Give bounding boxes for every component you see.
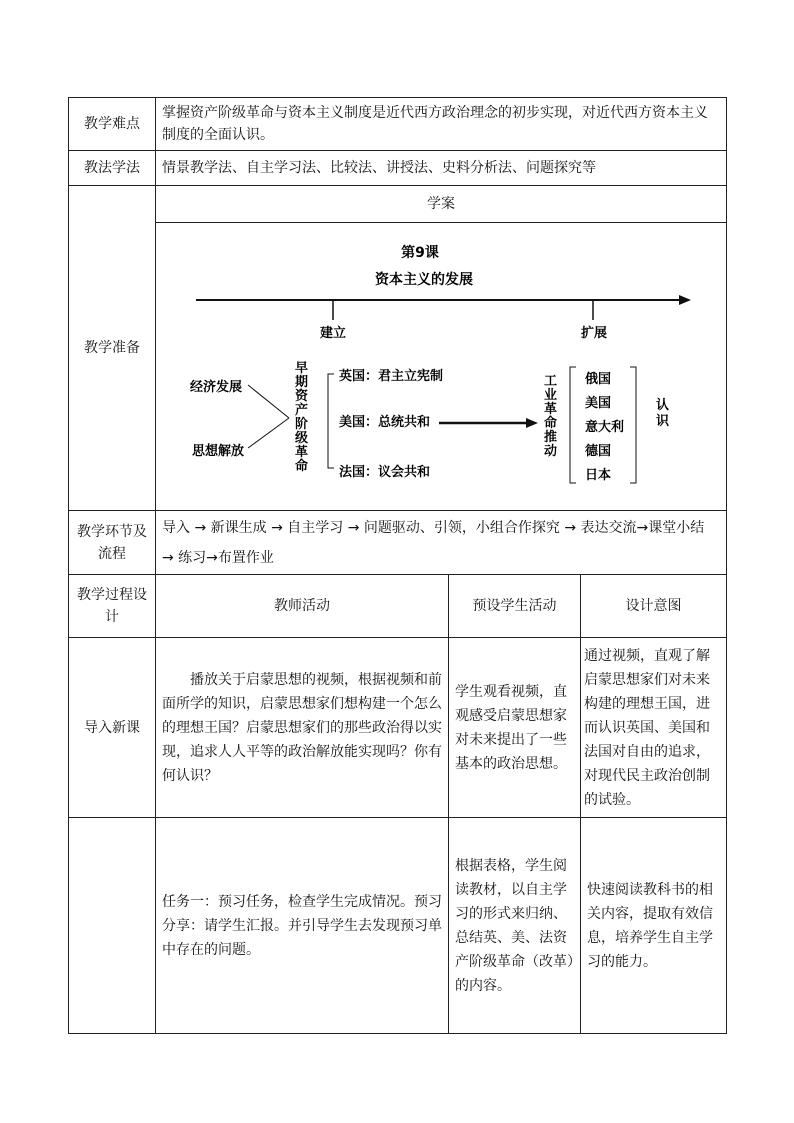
label-process: 教学过程设计 (69, 575, 156, 638)
label-intro: 导入新课 (69, 638, 156, 818)
branch-bracket (328, 374, 334, 468)
countries-bracket-right (630, 367, 636, 483)
intro-student: 学生观看视频，直观感受启蒙思想家对未来提出了一些基本的政治思想。 (449, 638, 581, 818)
task1-teacher: 任务一：预习任务，检查学生完成情况。预习分享：请学生汇报。并引导学生去发现预习单中存在的问题。 (156, 818, 449, 1034)
col-intent-header: 设计意图 (581, 575, 727, 638)
diagram-cause-economy: 经济发展 (190, 380, 243, 395)
diagram-cell (156, 223, 727, 511)
row-intro (69, 638, 727, 818)
row-preparation-diagram (69, 223, 727, 511)
label-flow: 教学环节及流程 (69, 511, 156, 575)
intro-teacher-text: 播放关于启蒙思想的视频，根据视频和前面所学的知识，启蒙思想家们想构建一个怎么的理想王国？启蒙思想家们的那些政治得以实现，追求人人平等的政治解放能实现吗？你有何认识？ (162, 671, 442, 784)
label-methods: 教法学法 (69, 151, 156, 186)
task1-intent: 快速阅读教科书的相关内容，提取有效信息，培养学生自主学习的能力。 (581, 818, 727, 1034)
task1-student: 根据表格，学生阅读教材，以自主学习的形式来归纳、总结英、美、法资产阶级革命（改革）的内容。 (449, 818, 581, 1034)
diagram-recognize: 认识 (656, 398, 670, 429)
diagram-early-revolution: 早期资产阶级革命 (295, 361, 309, 474)
connector-economy (248, 385, 289, 418)
country-item: 俄国 (585, 372, 612, 387)
diagram-expand: 扩展 (580, 326, 608, 341)
label-difficulty: 教学难点 (69, 98, 156, 151)
timeline-arrowhead (679, 295, 691, 305)
diagram-cause-thought: 思想解放 (192, 444, 245, 459)
col-student-header: 预设学生活动 (449, 575, 581, 638)
row-preparation-header (69, 186, 727, 223)
countries-bracket-left (570, 367, 576, 483)
diagram-establish: 建立 (319, 326, 347, 341)
preparation-header: 学案 (156, 186, 727, 223)
country-item: 日本 (585, 468, 612, 483)
lesson-diagram (156, 223, 726, 503)
row-flow (69, 511, 727, 575)
diagram-industrial: 工业革命推动 (544, 374, 558, 459)
diagram-branch-uk: 英国：君主立宪制 (339, 369, 444, 384)
row-process-header (69, 575, 727, 638)
intro-teacher (156, 638, 449, 818)
diagram-branch-us: 美国：总统共和 (339, 415, 431, 430)
row-methods (69, 151, 727, 186)
content-difficulty: 掌握资产阶级革命与资本主义制度是近代西方政治理念的初步实现，对近代西方资本主义制度的全面认识。 (156, 98, 727, 151)
label-task1 (69, 818, 156, 1034)
lesson-plan-table (68, 97, 727, 1034)
country-item: 美国 (585, 396, 612, 411)
arrow-industrial-head (526, 418, 538, 428)
row-difficulty (69, 98, 727, 151)
diagram-branch-fr: 法国：议会共和 (339, 465, 431, 480)
row-task1 (69, 818, 727, 1034)
col-teacher-header: 教师活动 (156, 575, 449, 638)
intro-intent: 通过视频，直观了解启蒙思想家们对未来构建的理想王国，进而认识英国、美国和法国对自由的追求，对现代民主政治创制的试验。 (581, 638, 727, 818)
diagram-title: 资本主义的发展 (375, 272, 473, 288)
content-flow: 导入 → 新课生成 → 自主学习 → 问题驱动、引领，小组合作探究 → 表达交流→课堂小结 → 练习→布置作业 (156, 511, 727, 575)
diagram-lesson: 第9课 (401, 245, 439, 261)
content-methods: 情景教学法、自主学习法、比较法、讲授法、史料分析法、问题探究等 (156, 151, 727, 186)
country-item: 德国 (585, 444, 612, 459)
connector-thought (248, 418, 289, 448)
country-item: 意大利 (585, 420, 625, 435)
label-preparation: 教学准备 (69, 186, 156, 511)
